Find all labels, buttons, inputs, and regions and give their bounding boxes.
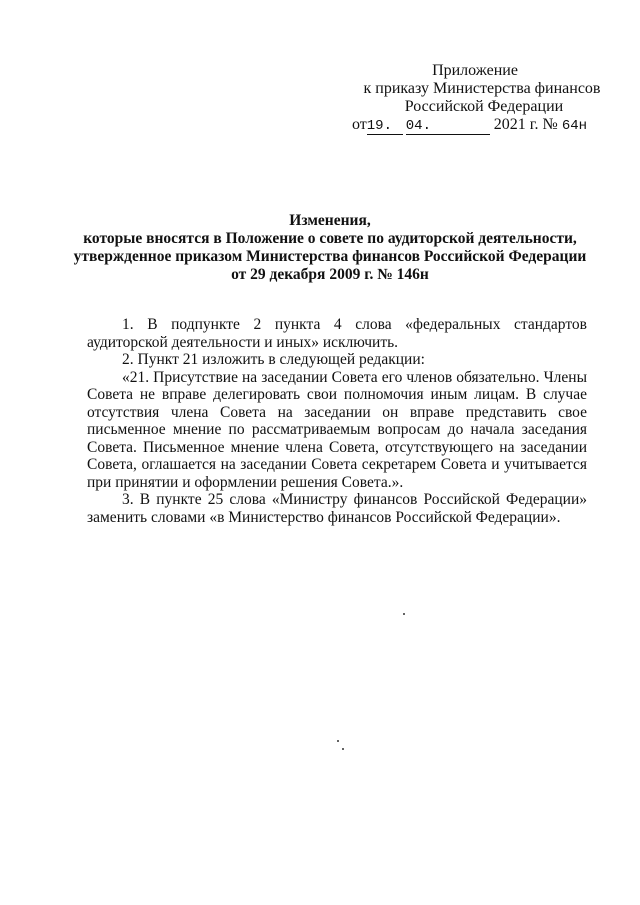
appendix-order-ref: к приказу Министерства финансов: [363, 80, 601, 97]
document-heading: [60, 212, 600, 284]
heading-title: Изменения,: [289, 212, 371, 229]
paragraph-1: 1. В подпункте 2 пункта 4 слова «федеральных стандартов аудиторской деятельности и иных» исключить.: [87, 316, 587, 351]
date-prefix: от: [352, 116, 367, 133]
appendix-title: Приложение: [432, 62, 518, 79]
scan-speck: [342, 748, 344, 750]
date-month: 04.: [406, 118, 490, 135]
order-number: 64н: [561, 118, 588, 134]
heading-line-3: утвержденное приказом Министерства финансов Российской Федерации: [73, 248, 587, 265]
date-day: 19.: [367, 118, 403, 135]
heading-line-4: от 29 декабря 2009 г. № 146н: [231, 266, 429, 283]
appendix-ministry: Российской Федерации: [404, 98, 564, 115]
paragraph-4: 3. В пункте 25 слова «Министру финансов Российской Федерации» заменить словами «в Министерство финансов Российской Федерации».: [87, 491, 587, 526]
heading-line-2: которые вносятся в Положение о совете по аудиторской деятельности,: [83, 230, 577, 247]
date-year: 2021 г. №: [493, 116, 558, 133]
scan-speck: [403, 613, 405, 615]
paragraph-3: «21. Присутствие на заседании Совета его членов обязательно. Члены Совета не вправе делегировать свои полномочия иным лицам. В случае отсутствия члена Совета на заседании он вправе представить свое письменное мнение по рассматриваемым вопросам до начала заседания Совета. Письменное мнение члена Совета, отсутствующего на заседании Совета, оглашается на заседании Совета секретарем Совета и учитывается при принятии и оформлении решения Совета.».: [87, 368, 587, 491]
appendix-header: [330, 62, 630, 116]
scan-speck: [337, 740, 339, 742]
order-date-line: [352, 116, 587, 135]
document-body: [87, 316, 587, 526]
paragraph-2: 2. Пункт 21 изложить в следующей редакции:: [122, 351, 425, 368]
